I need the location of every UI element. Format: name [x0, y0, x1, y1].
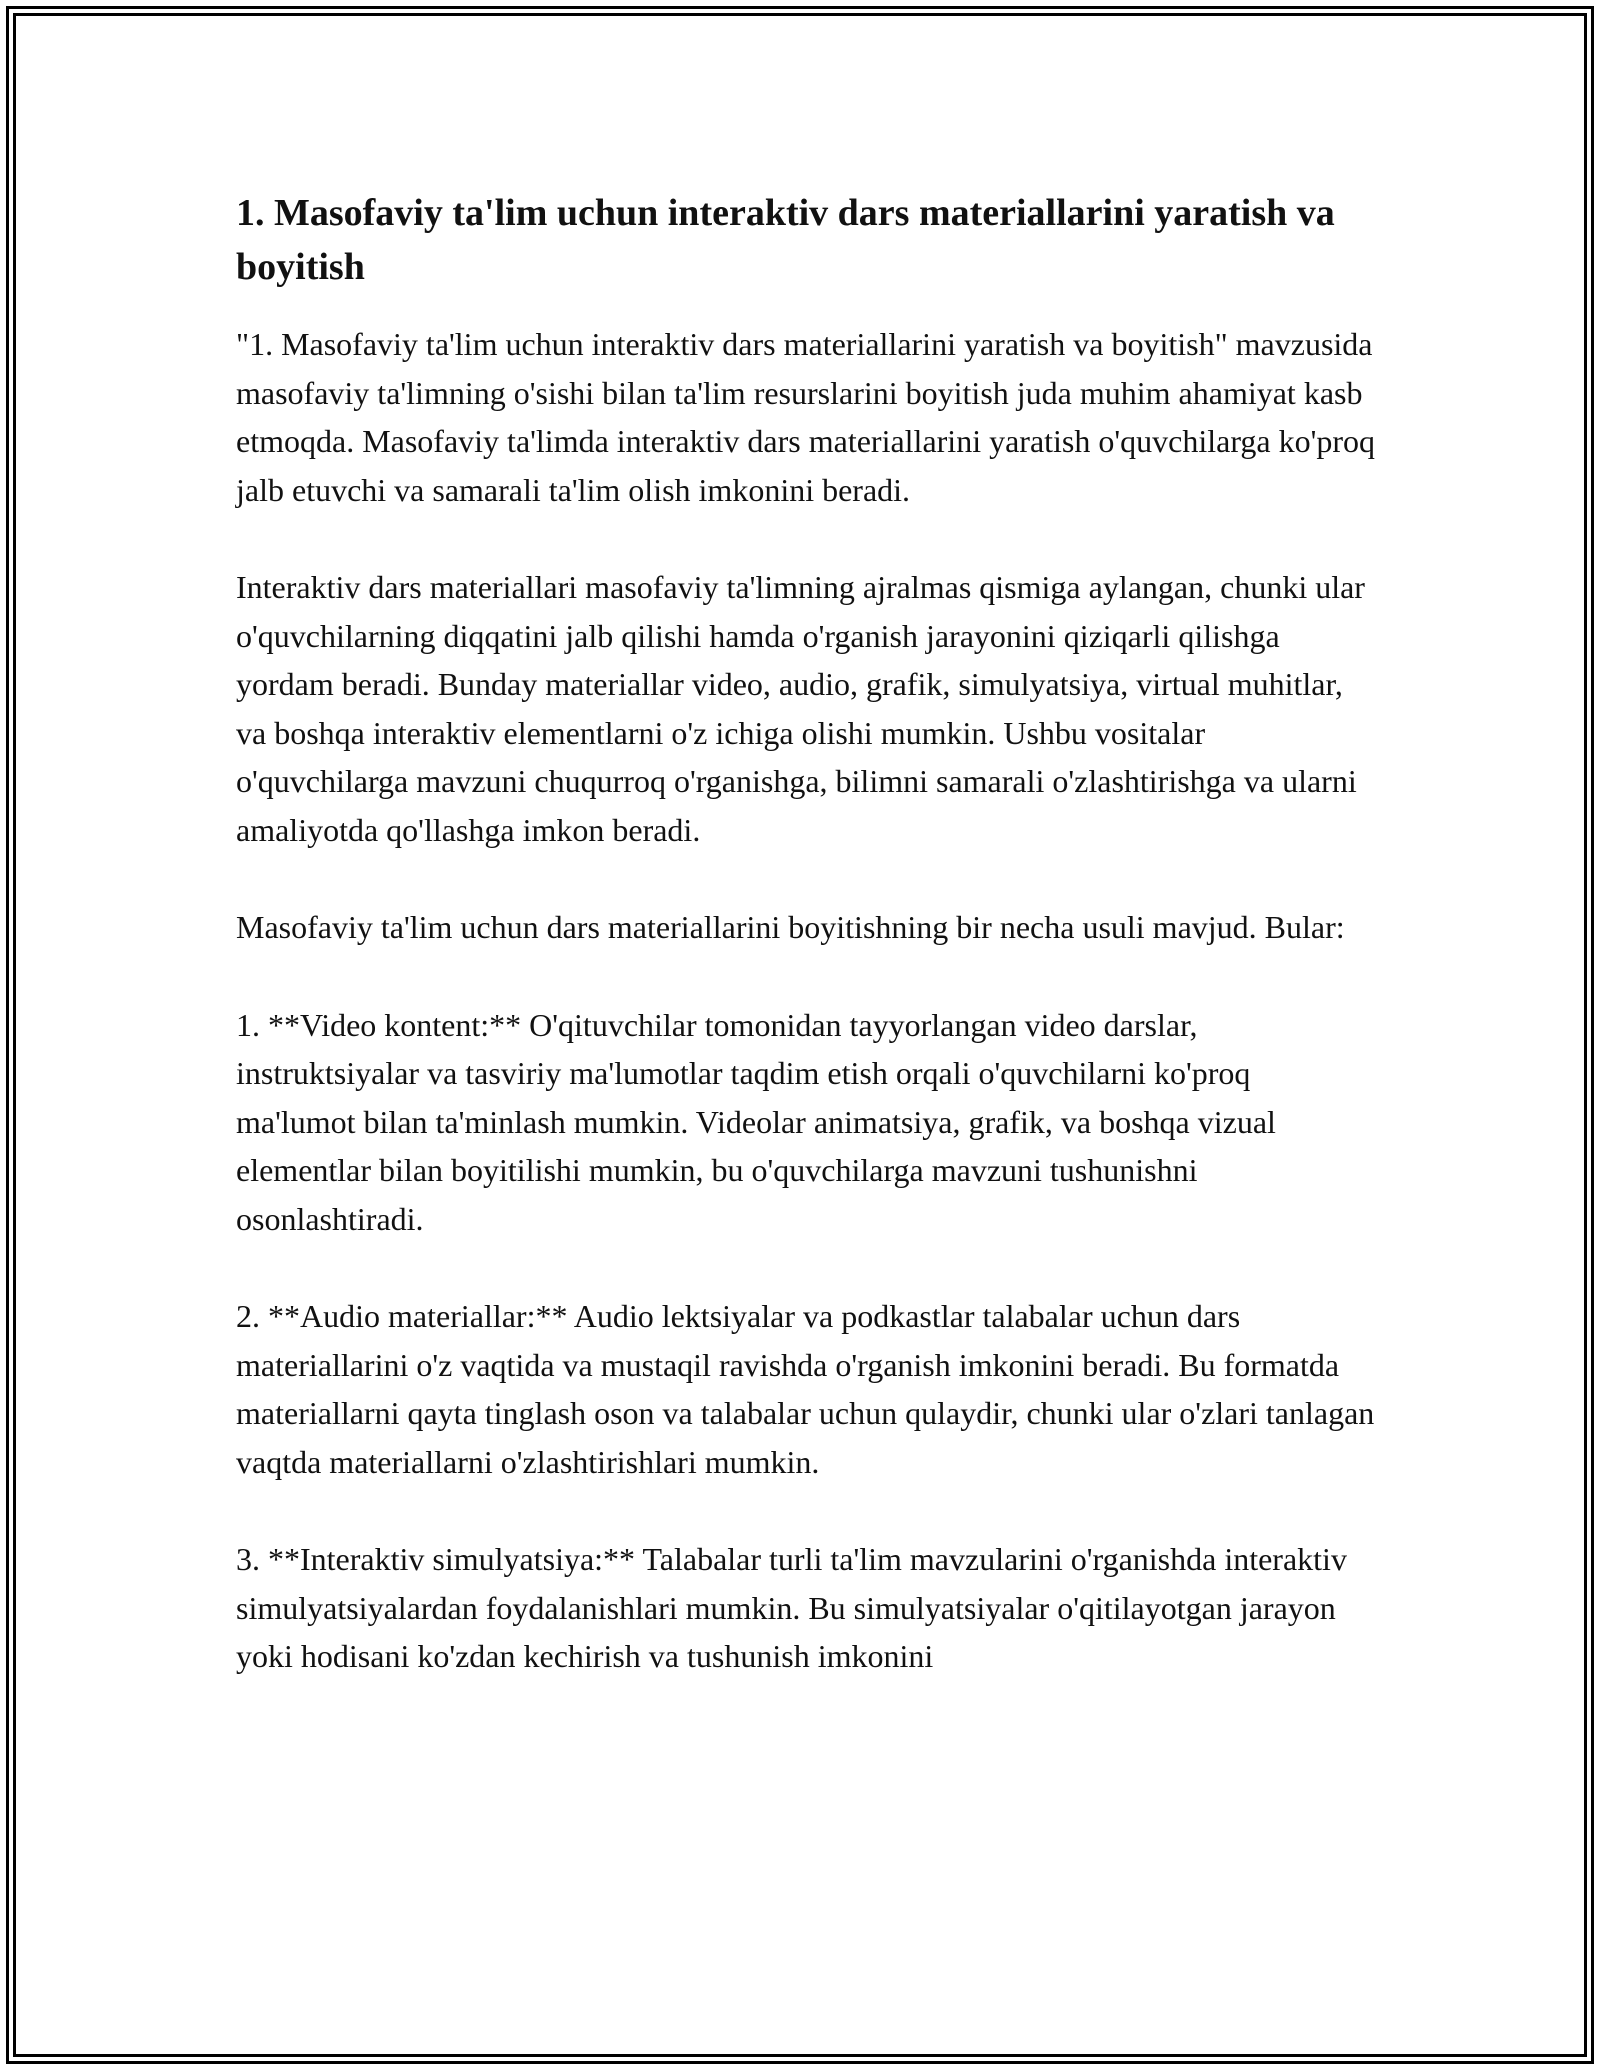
- paragraph-methods-intro: Masofaviy ta'lim uchun dars materiallarini boyitishning bir necha usuli mavjud. Bular:: [236, 909, 1345, 945]
- list-item-interactive-simulation: 3. **Interaktiv simulyatsiya:** Talabalar turli ta'lim mavzularini o'rganishda interaktiv simulyatsiyalardan foydalanishlari mumkin. Bu simulyatsiyalar o'qitilayotgan jarayon yoki hodisani ko'zdan kechirish va tushunish imkonini: [236, 1541, 1347, 1674]
- list-item-audio-materials: 2. **Audio materiallar:** Audio lektsiyalar va podkastlar talabalar uchun dars materiallarini o'z vaqtida va mustaqil ravishda o'rganish imkonini beradi. Bu formatda materiallarni qayta tinglash oson va talabalar uchun qulaydir, chunki ular o'zlari tanlagan vaqtda materiallarni o'zlashtirishlari mumkin.: [236, 1298, 1375, 1480]
- paragraph-intro: "1. Masofaviy ta'lim uchun interaktiv dars materiallarini yaratish va boyitish" mavzusida masofaviy ta'limning o'sishi bilan ta'lim resurslarini boyitish juda muhim ahamiyat kasb etmoqda. Masofaviy ta'limda interaktiv dars materiallarini yaratish o'quvchilarga ko'proq jalb etuvchi va samarali ta'lim olish imkonini beradi.: [236, 326, 1376, 508]
- paragraph-interactive-materials: Interaktiv dars materiallari masofaviy ta'limning ajralmas qismiga aylangan, chunki ular o'quvchilarning diqqatini jalb qilishi hamda o'rganish jarayonini qiziqarli qilishga yordam beradi. Bunday materiallar video, audio, grafik, simulyatsiya, virtual muhitlar, va boshqa interaktiv elementlarni o'z ichiga olishi mumkin. Ushbu vositalar o'quvchilarga mavzuni chuqurroq o'rganishga, bilimni samarali o'zlashtirishga va ularni amaliyotda qo'llashga imkon beradi.: [236, 569, 1365, 848]
- list-item-video-content: 1. **Video kontent:** O'qituvchilar tomonidan tayyorlangan video darslar, instruktsiyalar va tasviriy ma'lumotlar taqdim etish orqali o'quvchilarni ko'proq ma'lumot bilan ta'minlash mumkin. Videolar animatsiya, grafik, va boshqa vizual elementlar bilan boyitilishi mumkin, bu o'quvchilarga mavzuni tushunishni osonlashtiradi.: [236, 1006, 1276, 1237]
- document-body: [236, 186, 1376, 1730]
- document-title: 1. Masofaviy ta'lim uchun interaktiv dars materiallarini yaratish va boyitish: [236, 192, 1335, 288]
